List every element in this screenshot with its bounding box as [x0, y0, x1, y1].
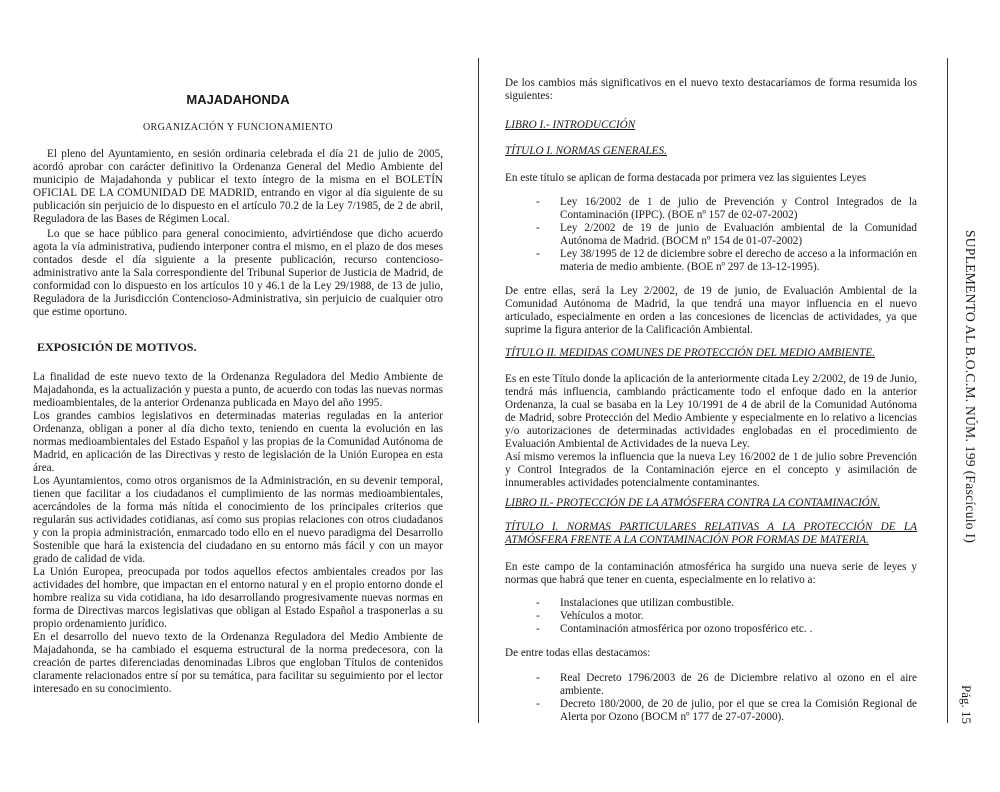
- titulo1-outro-text: De entre ellas, será la Ley 2/2002, de 19 de junio, de Evaluación Ambiental de la Comunidad Autónoma de Madrid, la que tendrá una mayor influencia en el nuevo articulado, especialmente en orden a las concesiones de licencias de actividades, ya que suprime la figura anterior de la Calificación Ambiental.: [505, 285, 917, 336]
- titulo1-heading: TÍTULO I. NORMAS GENERALES.: [505, 145, 667, 157]
- list-item: [536, 610, 917, 623]
- exposicion-paragraph: La finalidad de este nuevo texto de la Ordenanza Reguladora del Medio Ambiente de Majadahonda, es la actualización y puesta a punto, de acuerdo con todas las nuevas normas medioambientales, de la anterior Ordenanza publicada en Mayo del año 1995.: [33, 371, 443, 409]
- list-item-text: Decreto 180/2000, de 20 de julio, por el que se crea la Comisión Regional de Alerta por Ozono (BOCM nº 177 de 27-07-2000).: [560, 698, 917, 723]
- list-item-text: Contaminación atmosférica por ozono troposférico etc. .: [560, 623, 813, 635]
- titulo2-paragraph: Así mismo veremos la influencia que la nueva Ley 16/2002 de 1 de julio sobre Prevención y Control Integrados de la Contaminación ejerce en el concepto y asimilación de innumerables actividades potencialmente contaminantes.: [505, 451, 917, 489]
- list-item: [536, 698, 917, 724]
- journal-header: SUPLEMENTO AL B.O.C.M. NÚM. 199 (Fascículo I): [963, 230, 978, 544]
- column-divider: [478, 58, 479, 723]
- exposicion-block: [33, 371, 443, 696]
- intro-paragraph: Lo que se hace público para general conocimiento, advirtiéndose que dicho acuerdo agota la vía administrativa, pudiendo interponer contra el mismo, en el plazo de dos meses contados desde el día siguiente a la presente publicación, recurso contencioso-administrativo ante la Sala correspondiente del Tribunal Superior de Justicia de Madrid, de conformidad con lo dispuesto en los artículos 10 y 46.1 de la Ley 29/1988, de 13 de julio, Reguladora de la Jurisdicción Contencioso-Administrativa, sin perjuicio de cualquier otro que estime oportuno.: [33, 228, 443, 318]
- intro-paragraph: El pleno del Ayuntamiento, en sesión ordinaria celebrada el día 21 de julio de 2005, acordó aprobar con carácter definitivo la Ordenanza General del Medio Ambiente del municipio de Majadahonda y publicar el texto íntegro de la misma en el BOLETÍN OFICIAL DE LA COMUNIDAD DE MADRID, entrando en vigor al día siguiente de su publicación sin perjuicio de lo dispuesto en el artículo 70.2 de la Ley 7/1985, de 2 de abril, Reguladora de las Bases de Régimen Local.: [33, 148, 443, 225]
- list-item-text: Ley 38/1995 de 12 de diciembre sobre el derecho de acceso a la información en materia de medio ambiente. (BOE nº 297 de 13-12-1995).: [560, 248, 917, 273]
- list-item: [536, 623, 917, 636]
- sidebar-divider: [947, 58, 948, 723]
- municipality-title: MAJADAHONDA: [186, 92, 290, 107]
- titulo2-heading: TÍTULO II. MEDIDAS COMUNES DE PROTECCIÓN DEL MEDIO AMBIENTE.: [505, 347, 876, 359]
- list-item: [536, 672, 917, 698]
- page-number: Pág. 15: [959, 685, 974, 724]
- section-subheading: ORGANIZACIÓN Y FUNCIONAMIENTO: [142, 122, 334, 133]
- atmos-intro: [505, 561, 917, 587]
- right-intro: [505, 77, 917, 103]
- libro2-titulo1: [505, 521, 917, 547]
- destacamos-text: De entre todas ellas destacamos:: [505, 647, 651, 659]
- list-item: [536, 248, 917, 274]
- exposicion-heading: EXPOSICIÓN DE MOTIVOS.: [37, 340, 197, 354]
- list-item-text: Ley 2/2002 de 19 de junio de Evaluación ambiental de la Comunidad Autónoma de Madrid. (BOCM nº 154 de 01-07-2002): [560, 222, 917, 247]
- list-item-text: Instalaciones que utilizan combustible.: [560, 597, 734, 609]
- list-item-text: Real Decreto 1796/2003 de 26 de Diciembre relativo al ozono en el aire ambiente.: [560, 672, 917, 697]
- atmos-intro-text: En este campo de la contaminación atmosférica ha surgido una nueva serie de leyes y normas que habrá que tener en cuenta, especialmente en lo relativo a:: [505, 561, 917, 586]
- dash-icon: -: [536, 248, 540, 260]
- laws-list: [536, 196, 917, 274]
- list-item: [536, 222, 917, 248]
- right-intro-text: De los cambios más significativos en el nuevo texto destacaríamos de forma resumida los siguientes:: [505, 77, 917, 102]
- libro2-heading: LIBRO II.- PROTECCIÓN DE LA ATMÓSFERA CONTRA LA CONTAMINACIÓN.: [505, 497, 881, 509]
- dash-icon: -: [536, 698, 540, 710]
- exposicion-paragraph: En el desarrollo del nuevo texto de la Ordenanza Reguladora del Medio Ambiente de Majadahonda, se ha cambiado el esquema estructural de la norma predecesora, con la creación de partes diferenciadas denominadas Libros que engloban Títulos de contenidos claramente relacionados entre sí por su temática, para facilitar su seguimiento por el lector interesado en su conocimiento.: [33, 631, 443, 695]
- titulo2-block: [505, 373, 917, 490]
- libro1-heading: LIBRO I.- INTRODUCCIÓN: [505, 119, 636, 131]
- libro2-titulo1-text: TÍTULO I. NORMAS PARTICULARES RELATIVAS A LA PROTECCIÓN DE LA ATMÓSFERA FRENTE A LA CONTAMINACIÓN POR FORMAS DE MATERIA.: [505, 521, 917, 546]
- atmos-list: [536, 597, 917, 636]
- dash-icon: -: [536, 597, 540, 609]
- titulo1-outro: [505, 285, 917, 337]
- dash-icon: -: [536, 222, 540, 234]
- dash-icon: -: [536, 196, 540, 208]
- exposicion-paragraph: Los grandes cambios legislativos en determinadas materias reguladas en la anterior Ordenanza, obligan a poner al día dicho texto, teniendo en cuenta la evolución en las normas medioambientales del Estado Español y las propias de la Comunidad Autónoma de Madrid, en aplicación de las Directivas y resto de legislación de la Unión Europea en esta área.: [33, 410, 443, 474]
- decrees-list: [536, 672, 917, 724]
- intro-block: [33, 148, 443, 319]
- list-item-text: Vehículos a motor.: [560, 610, 644, 622]
- titulo2-paragraph: Es en este Título donde la aplicación de la anteriormente citada Ley 2/2002, de 19 de Junio, tendrá más influencia, cambiando prácticamente todo el enfoque dado en la anterior Ordenanza, la cual se basaba en la Ley 10/1991 de 4 de abril de la Comunidad Autónoma de Madrid, sobre Protección del Medio Ambiente y especialmente en lo relativo a licencias y/o autorizaciones de determinadas actividades englobadas en el procedimiento de Evaluación Ambiental de Actividades de la nueva Ley.: [505, 373, 917, 450]
- destacamos: [505, 647, 917, 660]
- list-item-text: Ley 16/2002 de 1 de julio de Prevención y Control Integrados de la Contaminación (IPPC). (BOE nº 157 de 02-07-2002): [560, 196, 917, 221]
- dash-icon: -: [536, 672, 540, 684]
- titulo1-intro: [505, 172, 917, 185]
- exposicion-paragraph: Los Ayuntamientos, como otros organismos de la Administración, en su devenir temporal, tienen que facilitar a los ciudadanos el cumplimiento de las normas medioambientales, acercándoles de la forma más nítida el conocimiento de los principales criterios que regularán sus actividades cotidianas, así como sus propias relaciones con otros ciudadanos y con la propia administración, enmarcado todo ello en el nuevo paradigma del Desarrollo Sostenible que hará la existencia del ciudadano en su entorno más fácil y con un mayor grado de calidad de vida.: [33, 475, 443, 565]
- list-item: [536, 597, 917, 610]
- exposicion-paragraph: La Unión Europea, preocupada por todos aquellos efectos ambientales creados por las actividades del hombre, que impactan en el entorno natural y en el propio entorno donde el hombre realiza su vida cotidiana, ha ido desarrollando progresivamente nuevas normas en forma de Directivas marcos legislativas que obligan al Estado Español a trasponerlas a su propio ordenamiento jurídico.: [33, 566, 443, 630]
- dash-icon: -: [536, 623, 540, 635]
- titulo1-intro-text: En este título se aplican de forma destacada por primera vez las siguientes Leyes: [505, 172, 867, 184]
- list-item: [536, 196, 917, 222]
- dash-icon: -: [536, 610, 540, 622]
